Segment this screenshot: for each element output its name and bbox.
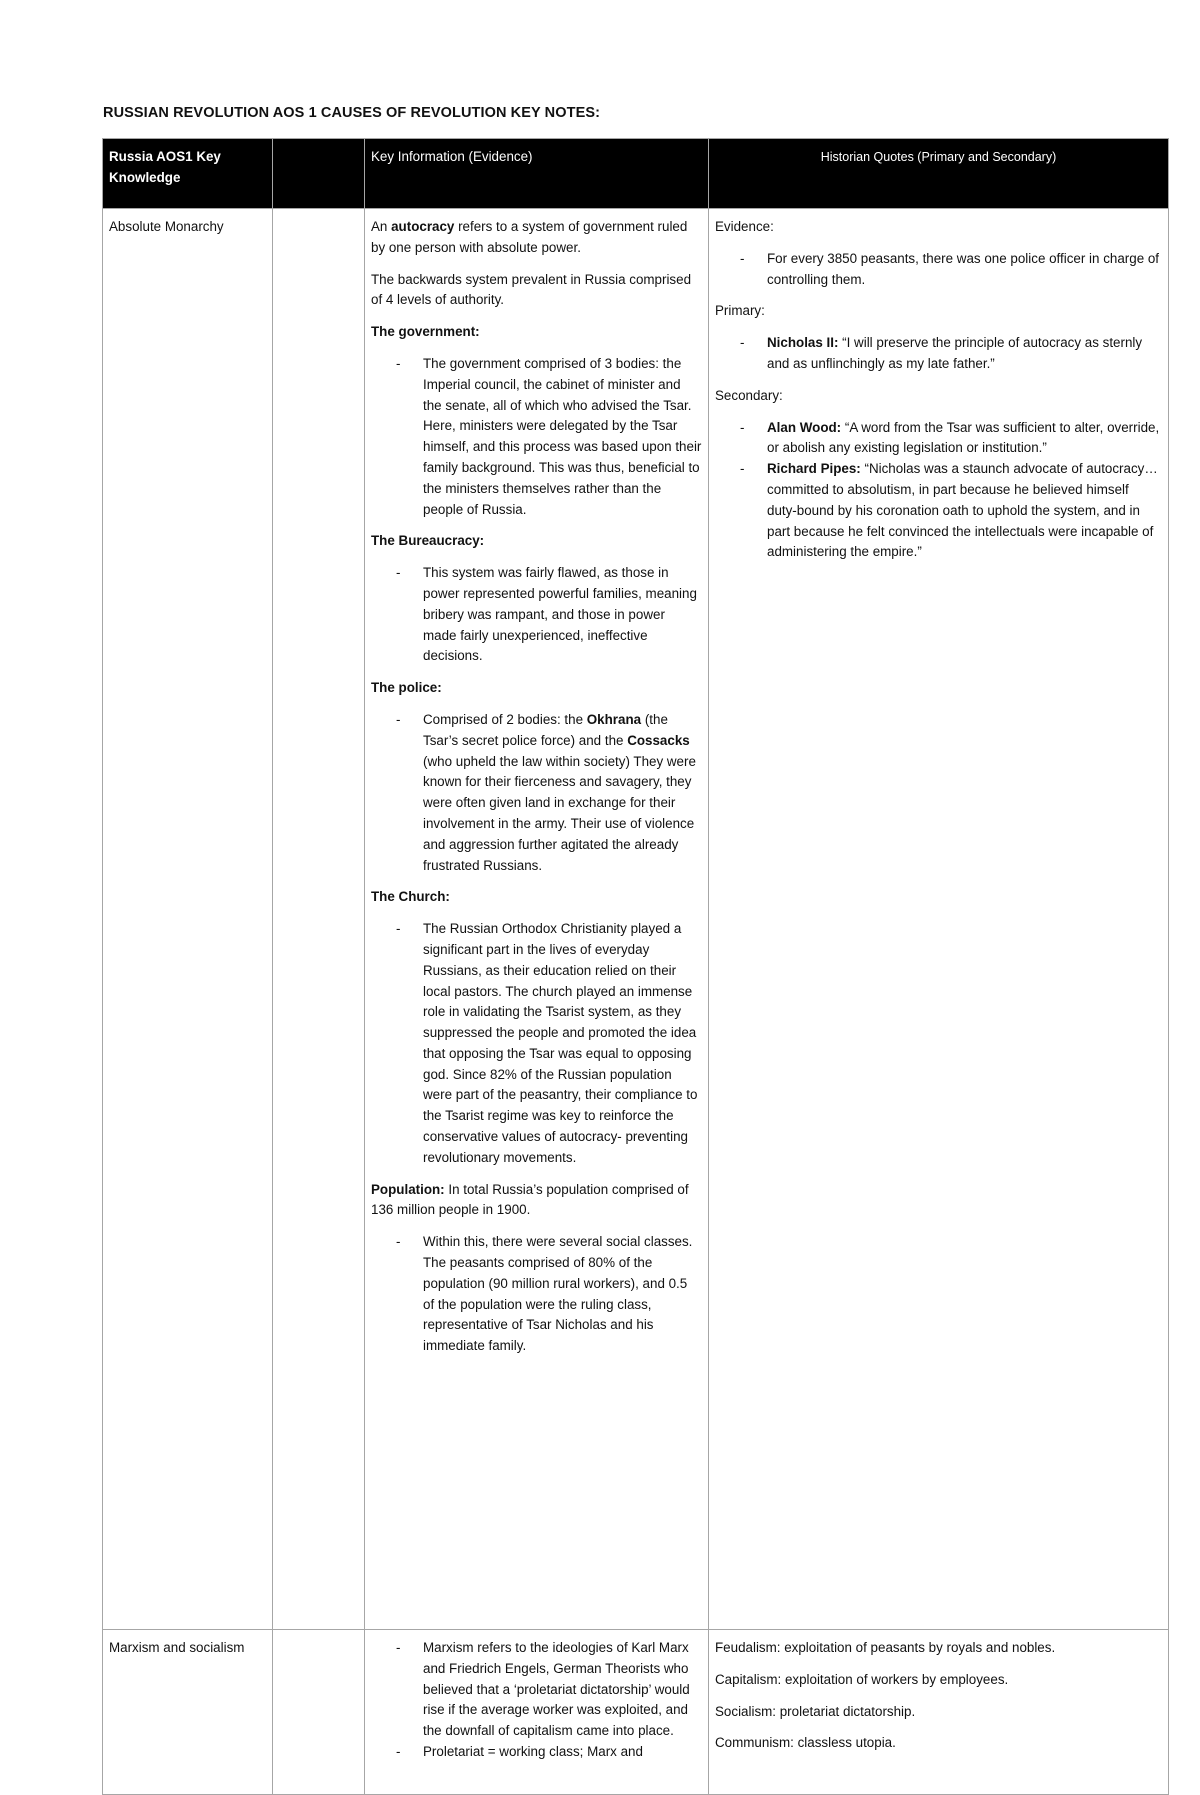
table-row-absolute-monarchy bbox=[103, 209, 1169, 1630]
list-item: - Within this, there were several social classes. The peasants comprised of 80% of the population (90 million rural workers), and 0.5 of the population were the ruling class, representative of Tsar Nicholas and his immediate family. bbox=[423, 1232, 702, 1357]
key-information-cell bbox=[365, 209, 709, 1630]
marxism-quotes-cell bbox=[709, 1630, 1169, 1795]
police-list bbox=[371, 710, 702, 876]
header-empty bbox=[273, 139, 365, 209]
communism-definition: Communism: classless utopia. bbox=[715, 1735, 896, 1751]
list-item: - Nicholas II: “I will preserve the principle of autocracy as sternly and as unflinchingly as my late father.” bbox=[767, 333, 1162, 375]
feudalism-definition: Feudalism: exploitation of peasants by royals and nobles. bbox=[715, 1640, 1056, 1655]
empty-cell bbox=[273, 1630, 365, 1795]
row-label-absolute-monarchy: Absolute Monarchy bbox=[103, 209, 273, 1630]
population-paragraph: Population: In total Russia’s population comprised of 136 million people in 1900. bbox=[371, 1181, 689, 1218]
list-item: - Comprised of 2 bodies: the Okhrana (the Tsar’s secret police force) and the Cossacks (who upheld the law within society) They were known for their fierceness and savagery, they were often given land in exchange for their involvement in the army. Their use of violence and aggression further agitated the already frustrated Russians. bbox=[423, 710, 702, 876]
primary-list bbox=[715, 333, 1162, 375]
evidence-label: Evidence: bbox=[715, 219, 774, 234]
list-item: - Richard Pipes: “Nicholas was a staunch advocate of autocracy…committed to absolutism, in part because he believed himself duty-bound by his coronation oath to uphold the system, and in part because he felt convinced the intellectuals were incapable of administering the empire.” bbox=[767, 459, 1162, 563]
list-item: - For every 3850 peasants, there was one police officer in charge of controlling them. bbox=[767, 249, 1162, 291]
document-title: RUSSIAN REVOLUTION AOS 1 CAUSES OF REVOLUTION KEY NOTES: bbox=[103, 105, 601, 121]
socialism-definition: Socialism: proletariat dictatorship. bbox=[715, 1703, 916, 1719]
government-heading: The government: bbox=[371, 324, 480, 340]
historian-quotes-cell bbox=[709, 209, 1169, 1630]
list-item: - The government comprised of 3 bodies: the Imperial council, the cabinet of minister and the senate, all of which who advised the Tsar. Here, ministers were delegated by the Tsar himself, and this process was based upon their family background. This was thus, beneficial to the ministers themselves rather than the people of Russia. bbox=[423, 354, 702, 520]
population-list bbox=[371, 1232, 702, 1357]
list-item: - Proletariat = working class; Marx and bbox=[423, 1742, 702, 1763]
marxism-information-cell bbox=[365, 1630, 709, 1795]
list-item: - This system was fairly flawed, as those in power represented powerful families, meaning bribery was rampant, and those in power made fairly unexperienced, ineffective decisions. bbox=[423, 563, 702, 667]
list-item: - Marxism refers to the ideologies of Karl Marx and Friedrich Engels, German Theorists who believed that a ‘proletariat dictatorship’ would rise if the average worker was exploited, and the downfall of capitalism came into place. bbox=[423, 1638, 702, 1742]
list-item: - The Russian Orthodox Christianity played a significant part in the lives of everyday Russians, as their education relied on their local pastors. The church played an immense role in validating the Tsarist system, as they suppressed the people and promoted the idea that opposing the Tsar was equal to opposing god. Since 82% of the Russian population were part of the peasantry, their compliance to the Tsarist regime was key to reinforce the conservative values of autocracy- preventing revolutionary movements. bbox=[423, 919, 702, 1169]
bureaucracy-list bbox=[371, 563, 702, 667]
secondary-label: Secondary: bbox=[715, 387, 783, 403]
key-notes-table bbox=[102, 138, 1169, 1795]
police-heading: The police: bbox=[371, 680, 442, 696]
system-description: The backwards system prevalent in Russia comprised of 4 levels of authority. bbox=[371, 271, 692, 308]
capitalism-definition: Capitalism: exploitation of workers by employees. bbox=[715, 1671, 1009, 1687]
table-header-row bbox=[103, 139, 1169, 209]
row-label-marxism: Marxism and socialism bbox=[103, 1630, 273, 1795]
government-list bbox=[371, 354, 702, 520]
evidence-list bbox=[715, 249, 1162, 291]
secondary-list bbox=[715, 418, 1162, 564]
autocracy-definition: An autocracy refers to a system of government ruled by one person with absolute power. bbox=[371, 219, 688, 255]
table-row-marxism bbox=[103, 1630, 1169, 1795]
header-historian-quotes: Historian Quotes (Primary and Secondary) bbox=[709, 139, 1169, 209]
empty-cell bbox=[273, 209, 365, 1630]
bureaucracy-heading: The Bureaucracy: bbox=[371, 533, 485, 549]
primary-label: Primary: bbox=[715, 303, 765, 319]
church-list bbox=[371, 919, 702, 1169]
list-item: - Alan Wood: “A word from the Tsar was sufficient to alter, override, or abolish any existing legislation or institution.” bbox=[767, 418, 1162, 460]
header-key-knowledge: Russia AOS1 Key Knowledge bbox=[103, 139, 273, 209]
marxism-list bbox=[371, 1638, 702, 1763]
church-heading: The Church: bbox=[371, 889, 450, 905]
header-key-information: Key Information (Evidence) bbox=[365, 139, 709, 209]
